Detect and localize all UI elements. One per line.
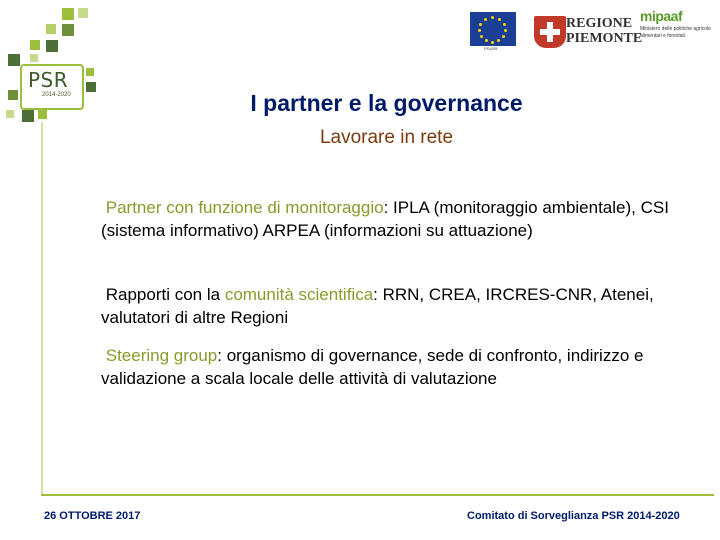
slide-title: I partner e la governance [250, 90, 523, 116]
eu-flag-logo [470, 12, 516, 46]
paragraph-steering-highlight: Steering group [105, 346, 218, 365]
mipaaf-logo [640, 8, 714, 68]
mipaaf-logo-name: mipaaf [640, 8, 683, 24]
paragraph-scientific [101, 283, 681, 329]
eu-logo-caption: FEASR [484, 46, 498, 51]
footer-date: 26 OTTOBRE 2017 [44, 510, 141, 522]
paragraph-monitoring-highlight: Partner con funzione di monitoraggio [105, 198, 384, 217]
regione-piemonte-logo [534, 14, 643, 48]
footer-event: Comitato di Sorveglianza PSR 2014-2020 [467, 510, 680, 522]
paragraph-scientific-highlight: comunità scientifica [224, 285, 374, 304]
footer-divider [41, 494, 714, 496]
paragraph-steering-body: : organismo di governance, sede di confronto, indirizzo e validazione a scala locale delle attività di valutazione [101, 346, 644, 388]
piemonte-logo-line2: PIEMONTE [566, 31, 643, 46]
left-divider [41, 122, 43, 495]
psr-logo-text: PSR [28, 68, 69, 92]
piemonte-shield-icon [534, 16, 566, 48]
paragraph-scientific-lead: Rapporti con la [105, 285, 225, 304]
piemonte-logo-line1: REGIONE [566, 16, 633, 31]
paragraph-scientific-body: : RRN, CREA, IRCRES-CNR, Atenei, valutatori di altre Regioni [101, 285, 654, 327]
slide-subtitle: Lavorare in rete [319, 127, 454, 148]
mipaaf-logo-subtitle: Ministero delle politiche agricole alimentari e forestali [640, 26, 711, 39]
paragraph-steering [101, 344, 681, 390]
paragraph-monitoring-body: : IPLA (monitoraggio ambientale), CSI (sistema informativo) ARPEA (informazioni su attuazione) [101, 198, 669, 240]
paragraph-monitoring [101, 196, 681, 242]
psr-logo-years: 2014-2020 [42, 92, 71, 98]
